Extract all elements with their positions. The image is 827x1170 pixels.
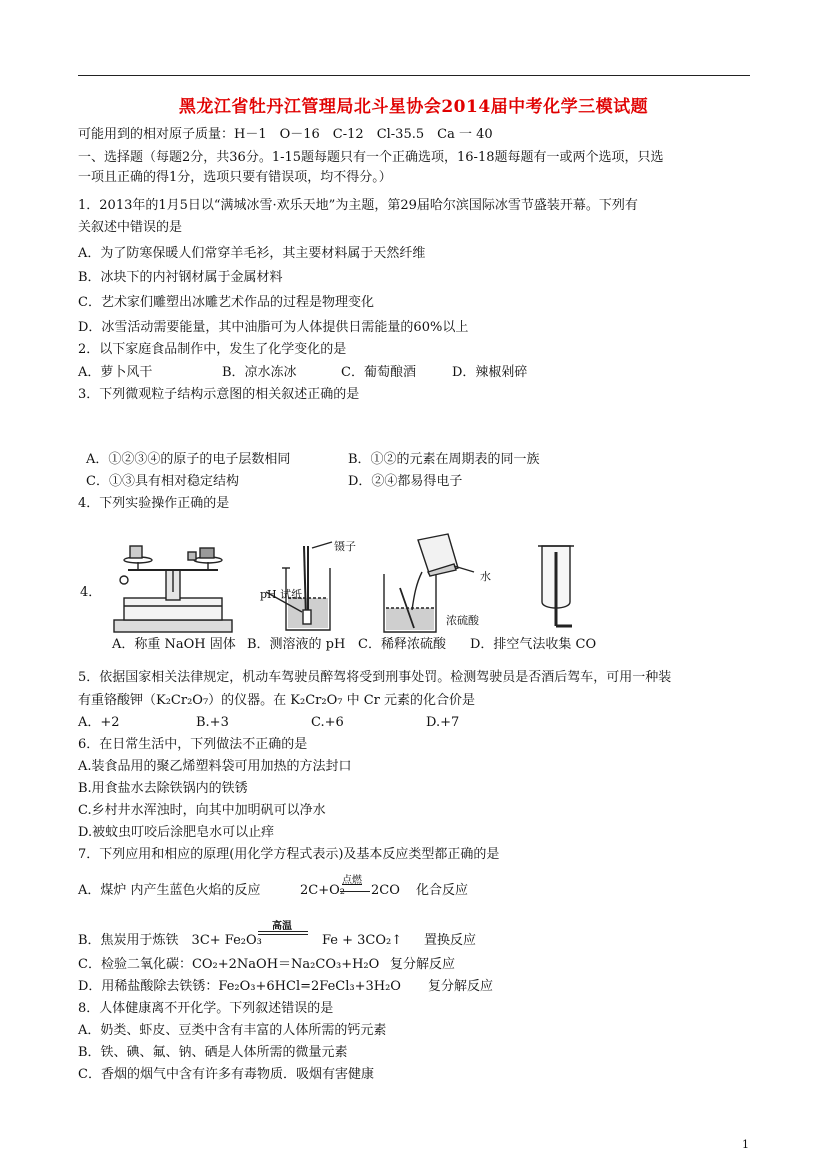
q4-option-c: C．稀释浓硫酸: [358, 637, 446, 652]
ph-paper-label: pH 试纸: [260, 588, 303, 601]
q2-option-c: C．葡萄酿酒: [341, 365, 416, 380]
header-rule: [78, 75, 750, 76]
q7-option-a-products: 2CO: [371, 883, 400, 898]
section-heading-line1: 一、选择题（每题2分，共36分。1-15题每题只有一个正确选项，16-18题每题有一或两个选项，只选: [78, 150, 664, 165]
page-number: 1: [742, 1138, 749, 1151]
q6-option-c: C.乡村井水浑浊时，向其中加明矾可以净水: [78, 803, 326, 818]
q5-option-b: B.+3: [196, 715, 229, 730]
q7-stem: 7．下列应用和相应的原理(用化学方程式表示)及基本反应类型都正确的是: [78, 847, 500, 862]
page-title: 黑龙江省牡丹江管理局北斗星协会2014届中考化学三模试题: [178, 97, 649, 117]
gas-collection-figure: [524, 538, 584, 638]
q7-option-a-condition: 点燃: [342, 875, 362, 886]
q5-option-c: C.+6: [311, 715, 344, 730]
q3-option-d: D．②④都易得电子: [348, 474, 463, 489]
balance-scale-figure: [108, 540, 238, 636]
q8-option-a: A．奶类、虾皮、豆类中含有丰富的人体所需的钙元素: [78, 1023, 387, 1038]
q7-option-a-arrow: [340, 891, 370, 892]
q3-option-a: A．①②③④的原子的电子层数相同: [86, 452, 291, 467]
q7-option-b-condition: 高温: [272, 921, 292, 932]
q5-stem-line1: 5．依据国家相关法律规定，机动车驾驶员醉驾将受到刑事处罚。检测驾驶员是否酒后驾车，可用一种装: [78, 670, 672, 685]
q2-option-a: A．萝卜风干: [78, 365, 153, 380]
tweezers-label: 镊子: [334, 540, 356, 553]
q1-option-b: B．冰块下的内衬钢材属于金属材料: [78, 270, 283, 285]
q1-option-c: C．艺术家们雕塑出冰雕艺术作品的过程是物理变化: [78, 295, 374, 310]
q8-stem: 8．人体健康离不开化学。下列叙述错误的是: [78, 1001, 334, 1016]
q7-option-b-products: Fe + 3CO₂↑: [322, 933, 403, 948]
q7-option-b-type: 置换反应: [424, 933, 477, 948]
q7-option-a-type: 化合反应: [416, 883, 469, 898]
q4-option-a: A．称重 NaOH 固体: [112, 637, 236, 652]
q7-option-b-line-bottom: [258, 934, 308, 935]
q6-stem: 6．在日常生活中，下列做法不正确的是: [78, 737, 308, 752]
q7-option-c-type: 复分解反应: [390, 957, 456, 972]
q5-option-d: D.+7: [426, 715, 460, 730]
q4-option-d: D．排空气法收集 CO: [470, 637, 597, 652]
q7-option-d-text: D．用稀盐酸除去铁锈：Fe₂O₃+6HCl=2FeCl₃+3H₂O: [78, 979, 401, 994]
q4-stem: 4．下列实验操作正确的是: [78, 496, 230, 511]
q5-stem-line2: 有重铬酸钾（K₂Cr₂O₇）的仪器。在 K₂Cr₂O₇ 中 Cr 元素的化合价是: [78, 693, 476, 708]
q8-option-c: C．香烟的烟气中含有许多有毒物质．吸烟有害健康: [78, 1067, 374, 1082]
q5-option-a: A．+2: [78, 715, 120, 730]
q2-option-d: D．辣椒剁碎: [452, 365, 528, 380]
q1-stem-line1: 1．2013年的1月5日以“满城冰雪·欢乐天地”为主题，第29届哈尔滨国际冰雪节盛装开幕。下列有: [78, 198, 638, 213]
q8-option-b: B．铁、碘、氟、钠、硒是人体所需的微量元素: [78, 1045, 348, 1060]
q1-stem-line2: 关叙述中错误的是: [78, 220, 183, 235]
q3-stem: 3．下列微观粒子结构示意图的相关叙述正确的是: [78, 387, 360, 402]
q7-option-a-reactants: 2C+O₂: [300, 883, 345, 898]
q3-option-c: C．①③具有相对稳定结构: [86, 474, 239, 489]
q7-option-b-line-top: [258, 931, 308, 932]
q6-option-b: B.用食盐水去除铁锅内的铁锈: [78, 781, 248, 796]
q7-option-c-text: C．检验二氧化碳：CO₂+2NaOH＝Na₂CO₃+H₂O: [78, 957, 380, 972]
q4-option-b: B．测溶液的 pH: [247, 637, 346, 652]
q2-stem: 2．以下家庭食品制作中，发生了化学变化的是: [78, 342, 347, 357]
concentrated-acid-label: 浓硫酸: [446, 614, 479, 627]
q6-option-a: A.装食品用的聚乙烯塑料袋可用加热的方法封口: [78, 759, 352, 774]
q4-figure-number: 4．: [80, 585, 102, 600]
q1-option-a: A．为了防寒保暖人们常穿羊毛衫，其主要材料属于天然纤维: [78, 246, 426, 261]
q2-option-b: B．凉水冻冰: [222, 365, 297, 380]
q7-option-b-text: B．焦炭用于炼铁 3C+ Fe₂O₃: [78, 933, 262, 948]
section-heading-line2: 一项且正确的得1分，选项只要有错误项，均不得分。）: [78, 170, 392, 185]
atomic-masses: 可能用到的相对原子质量：H－1 O－16 C-12 Cl-35.5 Ca 一 40: [78, 127, 493, 142]
q7-option-d-type: 复分解反应: [428, 979, 494, 994]
q1-option-d: D．冰雪活动需要能量，其中油脂可为人体提供日需能量的60%以上: [78, 320, 469, 335]
water-label: 水: [480, 570, 491, 583]
q7-option-a-text: A．煤炉 内产生蓝色火焰的反应: [78, 883, 261, 898]
q3-option-b: B．①②的元素在周期表的同一族: [348, 452, 540, 467]
q6-option-d: D.被蚊虫叮咬后涂肥皂水可以止痒: [78, 825, 275, 840]
